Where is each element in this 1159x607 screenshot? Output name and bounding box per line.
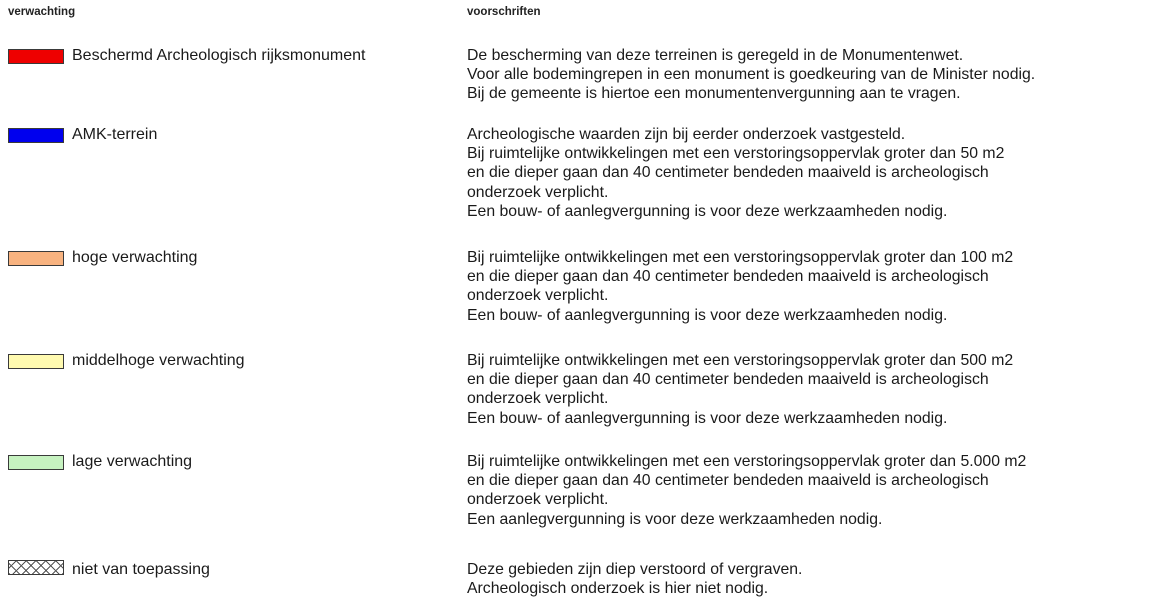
legend-label: Beschermd Archeologisch rijksmonument bbox=[72, 47, 366, 64]
rules-line: en die dieper gaan dan 40 centimeter bendeden maaiveld is archeologisch bbox=[467, 371, 989, 389]
rules-line: onderzoek verplicht. bbox=[467, 287, 609, 305]
rules-line: Bij ruimtelijke ontwikkelingen met een verstoringsoppervlak groter dan 5.000 m2 bbox=[467, 453, 1027, 470]
rules-line: Deze gebieden zijn diep verstoord of vergraven. bbox=[467, 561, 803, 578]
rules-line: Een aanlegvergunning is voor deze werkzaamheden nodig. bbox=[467, 510, 883, 528]
rules-line: onderzoek verplicht. bbox=[467, 390, 609, 408]
rules-text bbox=[467, 46, 1035, 104]
rules-line: Archeologische waarden zijn bij eerder onderzoek vastgesteld. bbox=[467, 126, 906, 143]
rules-line: Bij ruimtelijke ontwikkelingen met een verstoringsoppervlak groter dan 500 m2 bbox=[467, 352, 1014, 369]
rules-line: en die dieper gaan dan 40 centimeter bendeden maaiveld is archeologisch bbox=[467, 164, 989, 182]
rules-line: Bij ruimtelijke ontwikkelingen met een verstoringsoppervlak groter dan 50 m2 bbox=[467, 145, 1005, 163]
legend-label: middelhoge verwachting bbox=[72, 352, 245, 369]
rules-line: De bescherming van deze terreinen is geregeld in de Monumentenwet. bbox=[467, 47, 964, 64]
rules-line: Voor alle bodemingrepen in een monument is goedkeuring van de Minister nodig. bbox=[467, 66, 1036, 84]
yellow-swatch-icon bbox=[8, 354, 64, 369]
hatched-swatch-icon bbox=[8, 560, 64, 575]
rules-text bbox=[467, 125, 1004, 221]
rules-line: en die dieper gaan dan 40 centimeter bendeden maaiveld is archeologisch bbox=[467, 472, 989, 490]
rules-line: Een bouw- of aanlegvergunning is voor deze werkzaamheden nodig. bbox=[467, 306, 948, 324]
rules-text bbox=[467, 248, 1013, 325]
header-verwachting: verwachting bbox=[8, 6, 76, 18]
rules-line: onderzoek verplicht. bbox=[467, 491, 609, 509]
rules-line: onderzoek verplicht. bbox=[467, 183, 609, 201]
legend-label: niet van toepassing bbox=[72, 561, 210, 578]
rules-line: Bij de gemeente is hiertoe een monumentenvergunning aan te vragen. bbox=[467, 85, 961, 103]
legend-label: AMK-terrein bbox=[72, 126, 158, 143]
red-swatch-icon bbox=[8, 49, 64, 64]
header-voorschriften: voorschriften bbox=[467, 6, 541, 18]
rules-line: Archeologisch onderzoek is hier niet nodig. bbox=[467, 580, 769, 598]
rules-line: en die dieper gaan dan 40 centimeter bendeden maaiveld is archeologisch bbox=[467, 268, 989, 286]
rules-text bbox=[467, 560, 802, 598]
orange-swatch-icon bbox=[8, 251, 64, 266]
rules-line: Een bouw- of aanlegvergunning is voor deze werkzaamheden nodig. bbox=[467, 202, 948, 220]
rules-text bbox=[467, 452, 1026, 529]
rules-line: Bij ruimtelijke ontwikkelingen met een verstoringsoppervlak groter dan 100 m2 bbox=[467, 249, 1014, 266]
rules-text bbox=[467, 351, 1013, 428]
legend-label: hoge verwachting bbox=[72, 249, 198, 266]
blue-swatch-icon bbox=[8, 128, 64, 143]
green-swatch-icon bbox=[8, 455, 64, 470]
legend-label: lage verwachting bbox=[72, 453, 193, 470]
rules-line: Een bouw- of aanlegvergunning is voor deze werkzaamheden nodig. bbox=[467, 409, 948, 427]
